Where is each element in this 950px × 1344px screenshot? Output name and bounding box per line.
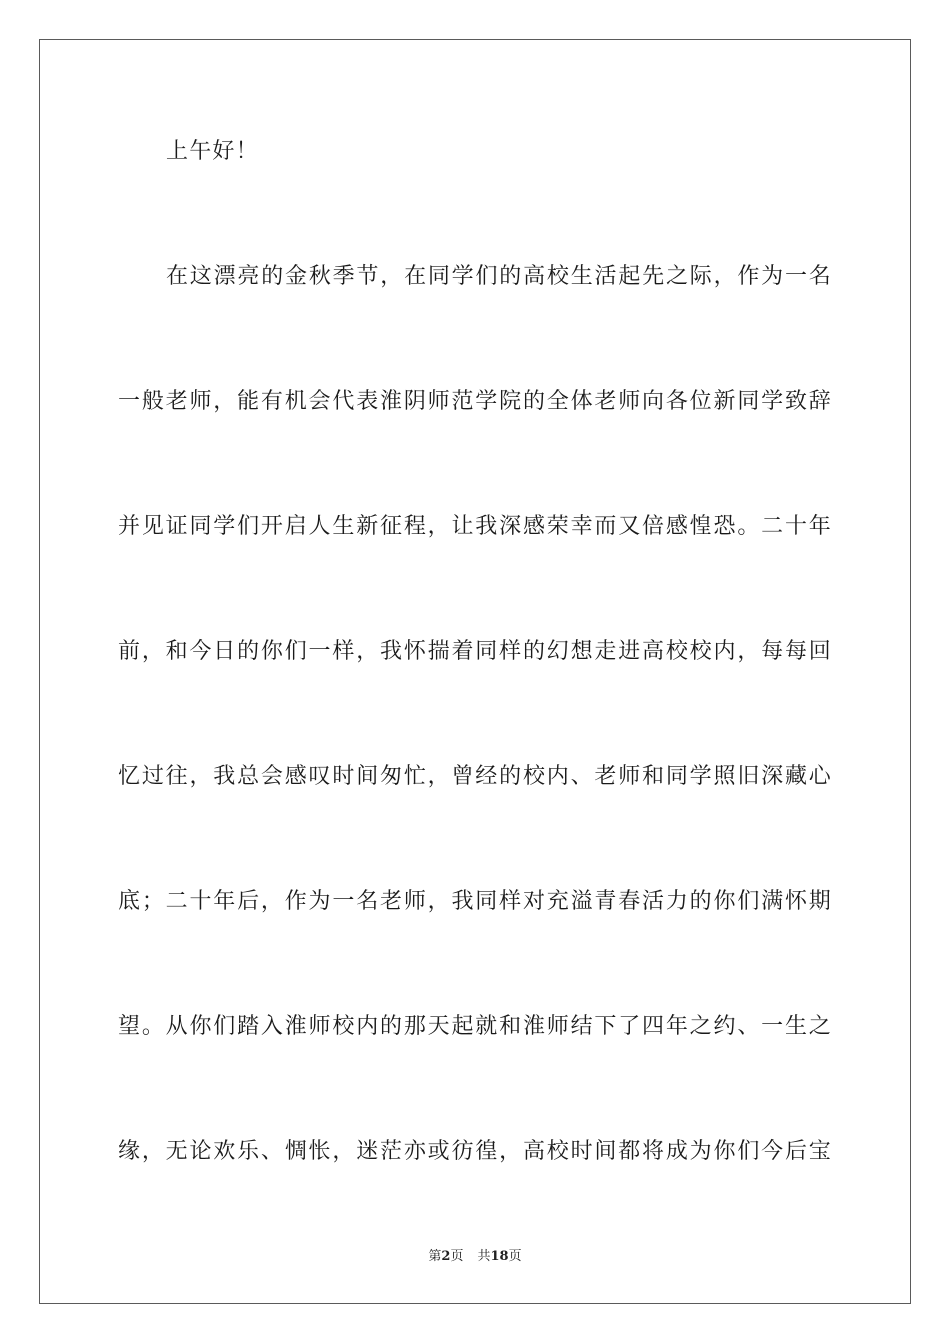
page-suffix: 页 [450,1249,464,1264]
body-line-4: 前，和今日的你们一样，我怀揣着同样的幻想走进高校校内，每每回 [118,639,832,664]
body-line-6: 底；二十年后，作为一名老师，我同样对充溢青春活力的你们满怀期 [118,889,832,914]
total-prefix: 共 [477,1249,491,1264]
body-line-3: 并见证同学们开启人生新征程，让我深感荣幸而又倍感惶恐。二十年 [118,514,832,539]
body-line-8: 缘，无论欢乐、惆怅，迷茫亦或彷徨，高校时间都将成为你们今后宝 [118,1139,832,1164]
body-line-5: 忆过往，我总会感叹时间匆忙，曾经的校内、老师和同学照旧深藏心 [118,764,832,789]
greeting-line: 上午好！ [166,139,259,164]
body-line-7: 望。从你们踏入淮师校内的那天起就和淮师结下了四年之约、一生之 [118,1014,832,1039]
page-prefix: 第 [428,1249,442,1264]
page-number: 2 [441,1249,451,1264]
total-suffix: 页 [508,1249,522,1264]
page-footer [0,1248,950,1266]
page-border [39,39,911,1304]
body-line-2: 一般老师，能有机会代表淮阴师范学院的全体老师向各位新同学致辞 [118,389,832,414]
total-pages: 18 [490,1249,509,1264]
body-line-1: 在这漂亮的金秋季节，在同学们的高校生活起先之际，作为一名 [166,264,832,289]
